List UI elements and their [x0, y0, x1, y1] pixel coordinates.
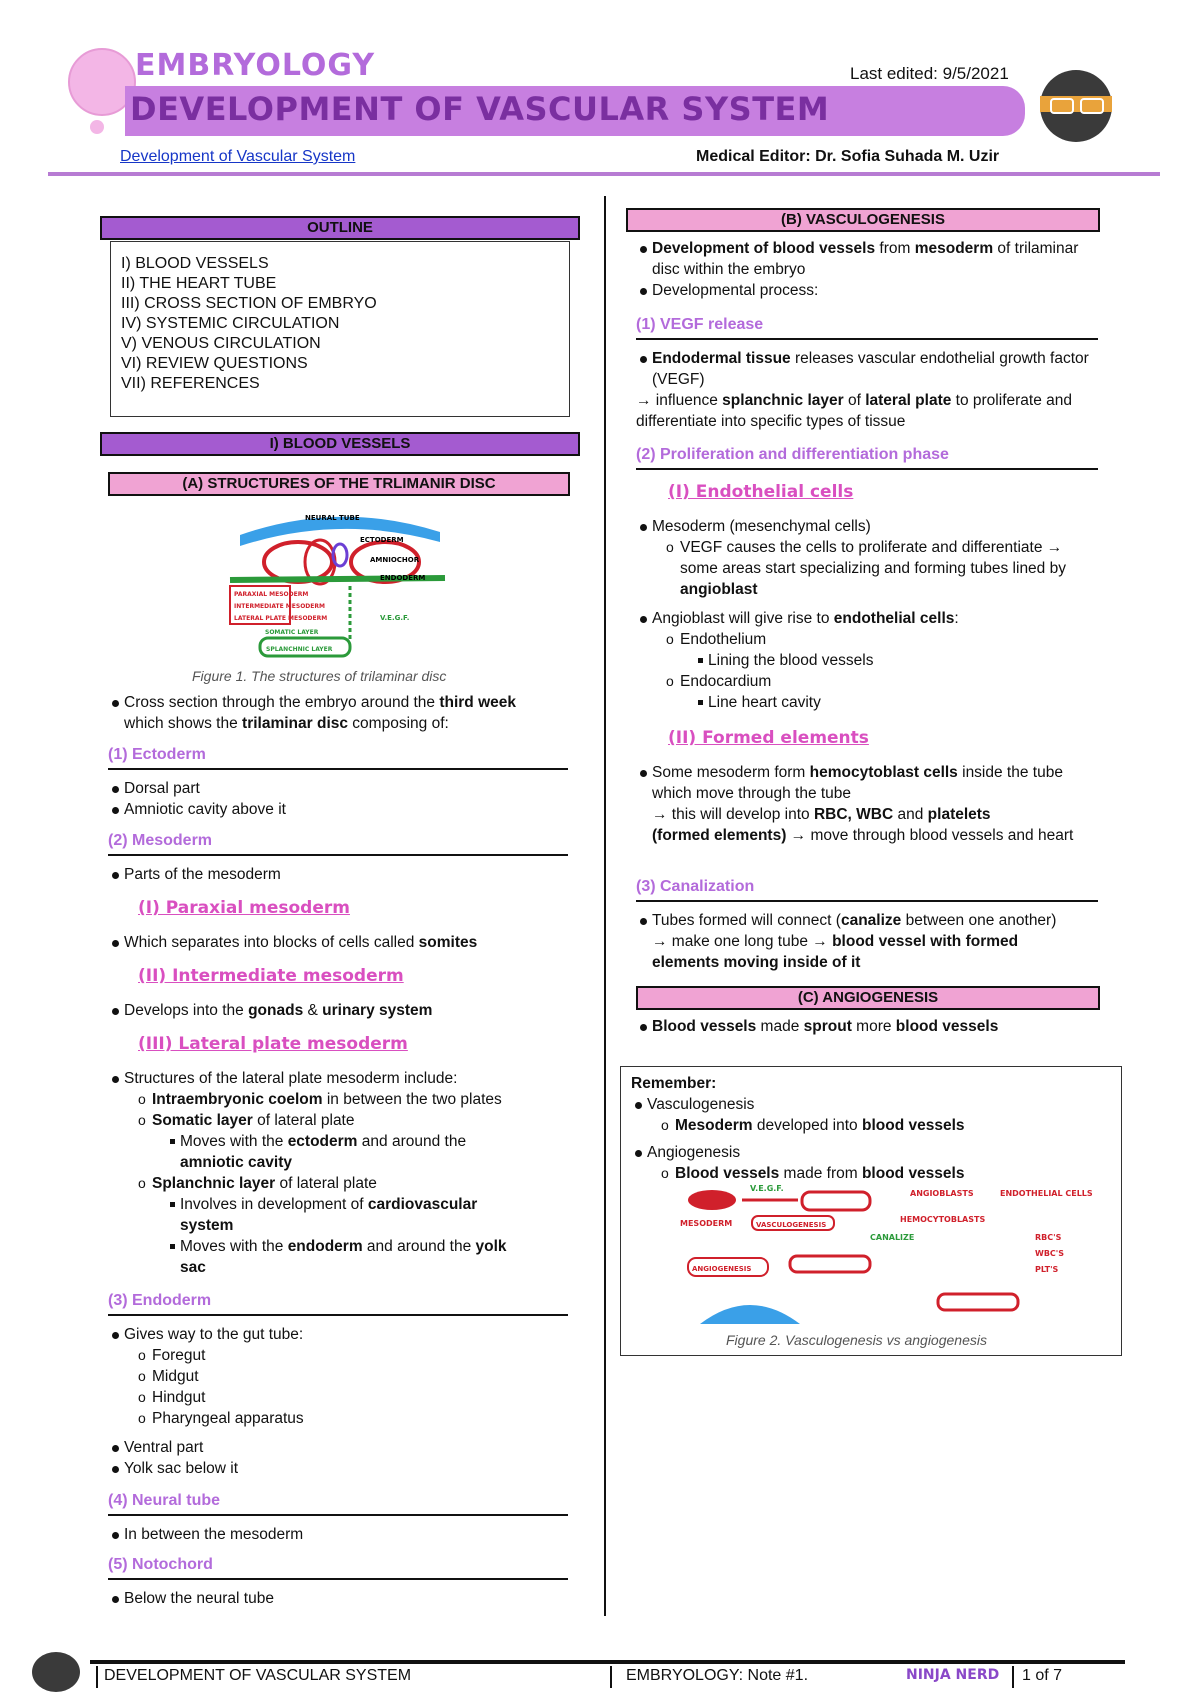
fig2-label-vegf: V.E.G.F.	[750, 1184, 784, 1193]
fig2-label-rbc: RBC'S	[1035, 1233, 1062, 1242]
mesoderm-blob-shape	[688, 1190, 736, 1210]
heading-notochord: (5) Notochord	[108, 1556, 213, 1573]
remember-box: Remember: Vasculogenesis o Mesoderm developed into blood vessels Angiogenesis o Blood vessels made from blood vessels	[620, 1066, 1122, 1356]
page-title: DEVELOPMENT OF VASCULAR SYSTEM	[130, 90, 830, 128]
vegf-text: Endodermal tissue releases vascular endothelial growth factor (VEGF) → influence splanchnic layer of lateral plate to proliferate and differentiate into specific types of tissue	[636, 348, 1098, 432]
intermediate-text: Develops into the gonads & urinary system	[108, 1000, 576, 1021]
section-blood-vessels: I) BLOOD VESSELS	[100, 432, 580, 456]
heading-vegf-release: (1) VEGF release	[636, 316, 764, 333]
section-vasculogenesis: (B) VASCULOGENESIS	[626, 208, 1100, 232]
paraxial-text: Which separates into blocks of cells called somites	[108, 932, 576, 953]
endoderm-list: Gives way to the gut tube: o Foregut o Midgut o Hindgut o Pharyngeal apparatus Ventral part Yolk sac below it	[108, 1324, 568, 1479]
heading-neural-tube: (4) Neural tube	[108, 1492, 221, 1509]
fig-label-paraxial: PARAXIAL MESODERM	[234, 591, 309, 598]
mesoderm-parts: Parts of the mesoderm	[108, 864, 281, 885]
outline-item[interactable]: V) VENOUS CIRCULATION	[121, 335, 321, 352]
paraxial-left-shape	[264, 542, 332, 582]
header-divider	[48, 172, 1160, 176]
fig-label-endoderm: ENDODERM	[380, 574, 426, 582]
fig-label-ectoderm: ECTODERM	[360, 536, 404, 544]
blue-vessel-shape	[700, 1305, 800, 1324]
lateral-plate-list: Structures of the lateral plate mesoderm include: o Intraembryonic coelom in between the two plates o Somatic layer of lateral plate Moves with the ectoderm and around the amniotic cavity o Splanchnic layer of lateral plate Involves in development of cardiovascular system Moves with the endoderm and around the yolk sac	[108, 1068, 576, 1278]
heading-formed-elements: (II) Formed elements	[668, 728, 869, 748]
notochord-text: Below the neural tube	[108, 1588, 274, 1609]
heading-paraxial: (I) Paraxial mesoderm	[138, 898, 350, 918]
fig2-label-hemocytoblasts: HEMOCYTOBLASTS	[900, 1215, 986, 1224]
vasculogenesis-figure	[680, 1176, 1100, 1326]
outline-item[interactable]: IV) SYSTEMIC CIRCULATION	[121, 315, 340, 332]
footer-title: DEVELOPMENT OF VASCULAR SYSTEM	[104, 1667, 412, 1684]
heading-proliferation: (2) Proliferation and differentiation phase	[636, 446, 949, 463]
fig-label-amniochor: AMNIOCHOR	[370, 556, 420, 564]
outline-item[interactable]: III) CROSS SECTION OF EMBRYO	[121, 295, 377, 312]
ninja-nerd-logo: NINJA NERD	[906, 1667, 1000, 1683]
outline-item[interactable]: I) BLOOD VESSELS	[121, 255, 269, 272]
fig-label-lateral: LATERAL PLATE MESODERM	[234, 615, 328, 622]
sprouting-tube-shape	[938, 1294, 1018, 1310]
fig2-label-mesoderm: MESODERM	[680, 1219, 733, 1228]
heading-lateral-plate: (III) Lateral plate mesoderm	[138, 1034, 408, 1054]
canalization-text: Tubes formed will connect (canalize between one another) → make one long tube → blood vessel with formed elements moving inside of it	[636, 910, 1076, 973]
outline-item[interactable]: VII) REFERENCES	[121, 375, 260, 392]
figure-1-caption: Figure 1. The structures of trilaminar disc	[192, 668, 447, 684]
heading-ectoderm: (1) Ectoderm	[108, 746, 206, 763]
fig-label-splanchnic: SPLANCHNIC LAYER	[266, 646, 333, 653]
list-item: o Hindgut	[138, 1387, 568, 1408]
list-item: Amniotic cavity above it	[108, 799, 568, 820]
angiogenesis-text: Blood vessels made sprout more blood vessels	[636, 1016, 1098, 1037]
angioblast-tube-shape	[802, 1192, 870, 1210]
topic-link[interactable]: Development of Vascular System	[120, 148, 356, 165]
fig2-label-vasculogenesis: VASCULOGENESIS	[756, 1221, 827, 1229]
neural-tube-text: In between the mesoderm	[108, 1524, 303, 1545]
fig-label-neural-tube: NEURAL TUBE	[305, 514, 360, 522]
remember-title: Remember:	[631, 1075, 717, 1092]
page-number: 1 of 7	[1022, 1667, 1063, 1684]
fig-label-somatic: SOMATIC LAYER	[265, 629, 319, 636]
fig2-label-canalize: CANALIZE	[870, 1233, 915, 1242]
outline-item[interactable]: VI) REVIEW QUESTIONS	[121, 355, 308, 372]
footer-ninja-icon	[32, 1652, 80, 1692]
list-item: Dorsal part	[108, 778, 568, 799]
fig-label-vegf: V.E.G.F.	[380, 614, 410, 622]
fig-label-intermediate: INTERMEDIATE MESODERM	[234, 603, 325, 610]
fig2-label-angiogenesis: ANGIOGENESIS	[692, 1265, 752, 1273]
heading-endothelial-cells: (I) Endothelial cells	[668, 482, 854, 502]
list-item: Ventral part	[108, 1437, 568, 1458]
subject-title: EMBRYOLOGY	[135, 48, 376, 83]
section-structures-disc: (A) STRUCTURES OF THE TRLIMANIR DISC	[108, 472, 570, 496]
endothelial-list: Mesoderm (mesenchymal cells) o VEGF causes the cells to proliferate and differentiate → some areas start specializing and forming tubes lined by angioblast Angioblast will give rise to endothelial cells: o Endothelium Lining the blood vessels o Endocardium Line heart cavity	[636, 516, 1098, 713]
footer-line	[90, 1660, 1125, 1664]
fig2-label-wbc: WBC'S	[1035, 1249, 1065, 1258]
fig2-label-endothelial: ENDOTHELIAL CELLS	[1000, 1189, 1093, 1198]
heading-intermediate: (II) Intermediate mesoderm	[138, 966, 404, 986]
heading-canalization: (3) Canalization	[636, 878, 755, 895]
trilaminar-disc-figure	[220, 500, 460, 665]
fig2-label-plt: PLT'S	[1035, 1265, 1059, 1274]
last-edited: Last edited: 9/5/2021	[850, 64, 1009, 83]
tube-shape	[790, 1256, 870, 1272]
intro-paragraph: Cross section through the embryo around the third week which shows the trilaminar disc composing of:	[108, 692, 576, 734]
outline-list	[111, 242, 569, 406]
heading-mesoderm: (2) Mesoderm	[108, 832, 213, 849]
logo-dot-icon	[90, 120, 104, 134]
ectoderm-list	[108, 778, 568, 820]
section-angiogenesis: (C) ANGIOGENESIS	[636, 986, 1100, 1010]
heading-endoderm: (3) Endoderm	[108, 1292, 212, 1309]
outline-item[interactable]: II) THE HEART TUBE	[121, 275, 277, 292]
medical-editor: Medical Editor: Dr. Sofia Suhada M. Uzir	[696, 148, 1000, 165]
formed-elements-text: Some mesoderm form hemocytoblast cells inside the tube which move through the tube → this will develop into RBC, WBC and platelets (formed elements) → move through blood vessels and heart	[636, 762, 1092, 846]
list-item: Yolk sac below it	[108, 1458, 568, 1479]
vasculogenesis-intro: Development of blood vessels from mesoderm of trilaminar disc within the embryo Developmental process:	[636, 238, 1096, 301]
ninja-glasses-icon	[1050, 98, 1074, 114]
list-item: o Foregut	[138, 1345, 568, 1366]
outline-box	[110, 241, 570, 417]
figure-2-caption: Figure 2. Vasculogenesis vs angiogenesis	[726, 1332, 987, 1348]
list-item: o Midgut	[138, 1366, 568, 1387]
ninja-glasses-icon	[1080, 98, 1104, 114]
outline-title: OUTLINE	[100, 216, 580, 240]
footer-note: EMBRYOLOGY: Note #1.	[626, 1667, 809, 1684]
list-item: o Pharyngeal apparatus	[138, 1408, 568, 1429]
fig2-label-angioblasts: ANGIOBLASTS	[910, 1189, 974, 1198]
column-divider	[604, 196, 606, 1616]
